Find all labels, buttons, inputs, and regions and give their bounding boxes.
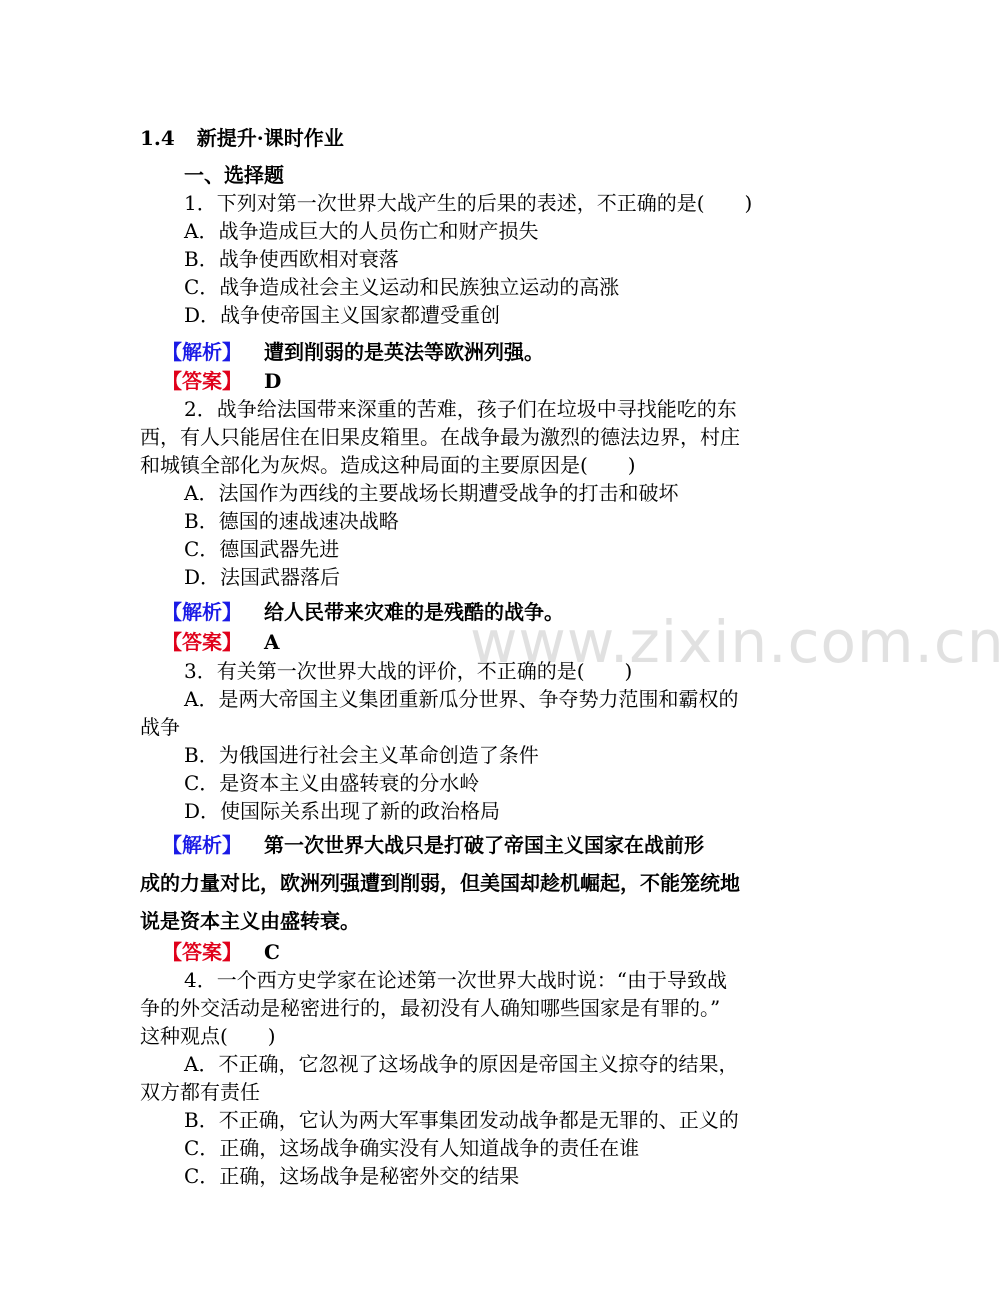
watermark: www.zixin.com.cn: [470, 608, 1005, 676]
q3-explanation-line-2: 成的力量对比，欧洲列强遭到削弱，但美国却趁机崛起，不能笼统地: [140, 871, 740, 895]
q3-option-d: D．使国际关系出现了新的政治格局: [184, 799, 501, 823]
q2-option-c: C．德国武器先进: [184, 537, 340, 561]
answer-tag: 【答案】: [162, 369, 242, 393]
q2-option-b: B．德国的速战速决战略: [184, 509, 399, 533]
q4-option-c: C．正确，这场战争确实没有人知道战争的责任在谁: [184, 1136, 640, 1160]
q3-answer: [162, 938, 280, 966]
q3-option-b: B．为俄国进行社会主义革命创造了条件: [184, 743, 539, 767]
q3-explanation-line-3: 说是资本主义由盛转衰。: [140, 909, 360, 933]
q1-option-c: C．战争造成社会主义运动和民族独立运动的高涨: [184, 275, 620, 299]
answer-text: C: [264, 940, 280, 964]
q2-option-a: A．法国作为西线的主要战场长期遭受战争的打击和破坏: [184, 481, 679, 505]
answer-text: A: [264, 630, 280, 654]
explanation-text: 给人民带来灾难的是残酷的战争。: [264, 600, 564, 624]
section-number: 1.4: [140, 126, 175, 150]
page-title: [140, 124, 344, 152]
part-heading: 一、选择题: [184, 163, 284, 187]
explanation-tag: 【解析】: [162, 600, 242, 624]
answer-tag: 【答案】: [162, 940, 242, 964]
explanation-text: 第一次世界大战只是打破了帝国主义国家在战前形: [264, 833, 704, 857]
q2-option-d: D．法国武器落后: [184, 565, 341, 589]
explanation-tag: 【解析】: [162, 340, 242, 364]
q3-option-c: C．是资本主义由盛转衰的分水岭: [184, 771, 480, 795]
q4-option-b: B．不正确，它认为两大军事集团发动战争都是无罪的、正义的: [184, 1108, 739, 1132]
q3-stem: 3．有关第一次世界大战的评价，不正确的是( ): [184, 659, 633, 683]
q4-option-c2: C．正确，这场战争是秘密外交的结果: [184, 1164, 520, 1188]
q4-stem-line-3: 这种观点( ): [140, 1024, 276, 1048]
q1-answer: [162, 367, 281, 395]
q2-answer: [162, 628, 280, 656]
q4-option-a: A．不正确，它忽视了这场战争的原因是帝国主义掠夺的结果，: [184, 1052, 739, 1076]
q3-option-a-cont: 战争: [140, 715, 180, 739]
q3-explanation-line-1: [162, 826, 704, 864]
q1-explanation: [162, 338, 544, 366]
q4-stem-line-1: 4．一个西方史学家在论述第一次世界大战时说：“由于导致战: [184, 968, 727, 992]
answer-tag: 【答案】: [162, 630, 242, 654]
q3-option-a: A．是两大帝国主义集团重新瓜分世界、争夺势力范围和霸权的: [184, 687, 739, 711]
q1-option-d: D．战争使帝国主义国家都遭受重创: [184, 303, 501, 327]
q2-stem-line-2: 西，有人只能居住在旧果皮箱里。在战争最为激烈的德法边界，村庄: [140, 425, 740, 449]
q2-stem-line-3: 和城镇全部化为灰烬。造成这种局面的主要原因是( ): [140, 453, 636, 477]
explanation-text: 遭到削弱的是英法等欧洲列强。: [264, 340, 544, 364]
q1-option-b: B．战争使西欧相对衰落: [184, 247, 399, 271]
answer-text: D: [264, 369, 282, 393]
explanation-tag: 【解析】: [162, 833, 242, 857]
title-text: 新提升·课时作业: [196, 126, 344, 150]
q1-option-a: A．战争造成巨大的人员伤亡和财产损失: [184, 219, 539, 243]
q4-stem-line-2: 争的外交活动是秘密进行的，最初没有人确知哪些国家是有罪的。”: [140, 996, 721, 1020]
q4-option-a-cont: 双方都有责任: [140, 1080, 260, 1104]
q2-stem-line-1: 2．战争给法国带来深重的苦难，孩子们在垃圾中寻找能吃的东: [184, 397, 737, 421]
q1-stem: 1．下列对第一次世界大战产生的后果的表述，不正确的是( ): [184, 191, 753, 215]
